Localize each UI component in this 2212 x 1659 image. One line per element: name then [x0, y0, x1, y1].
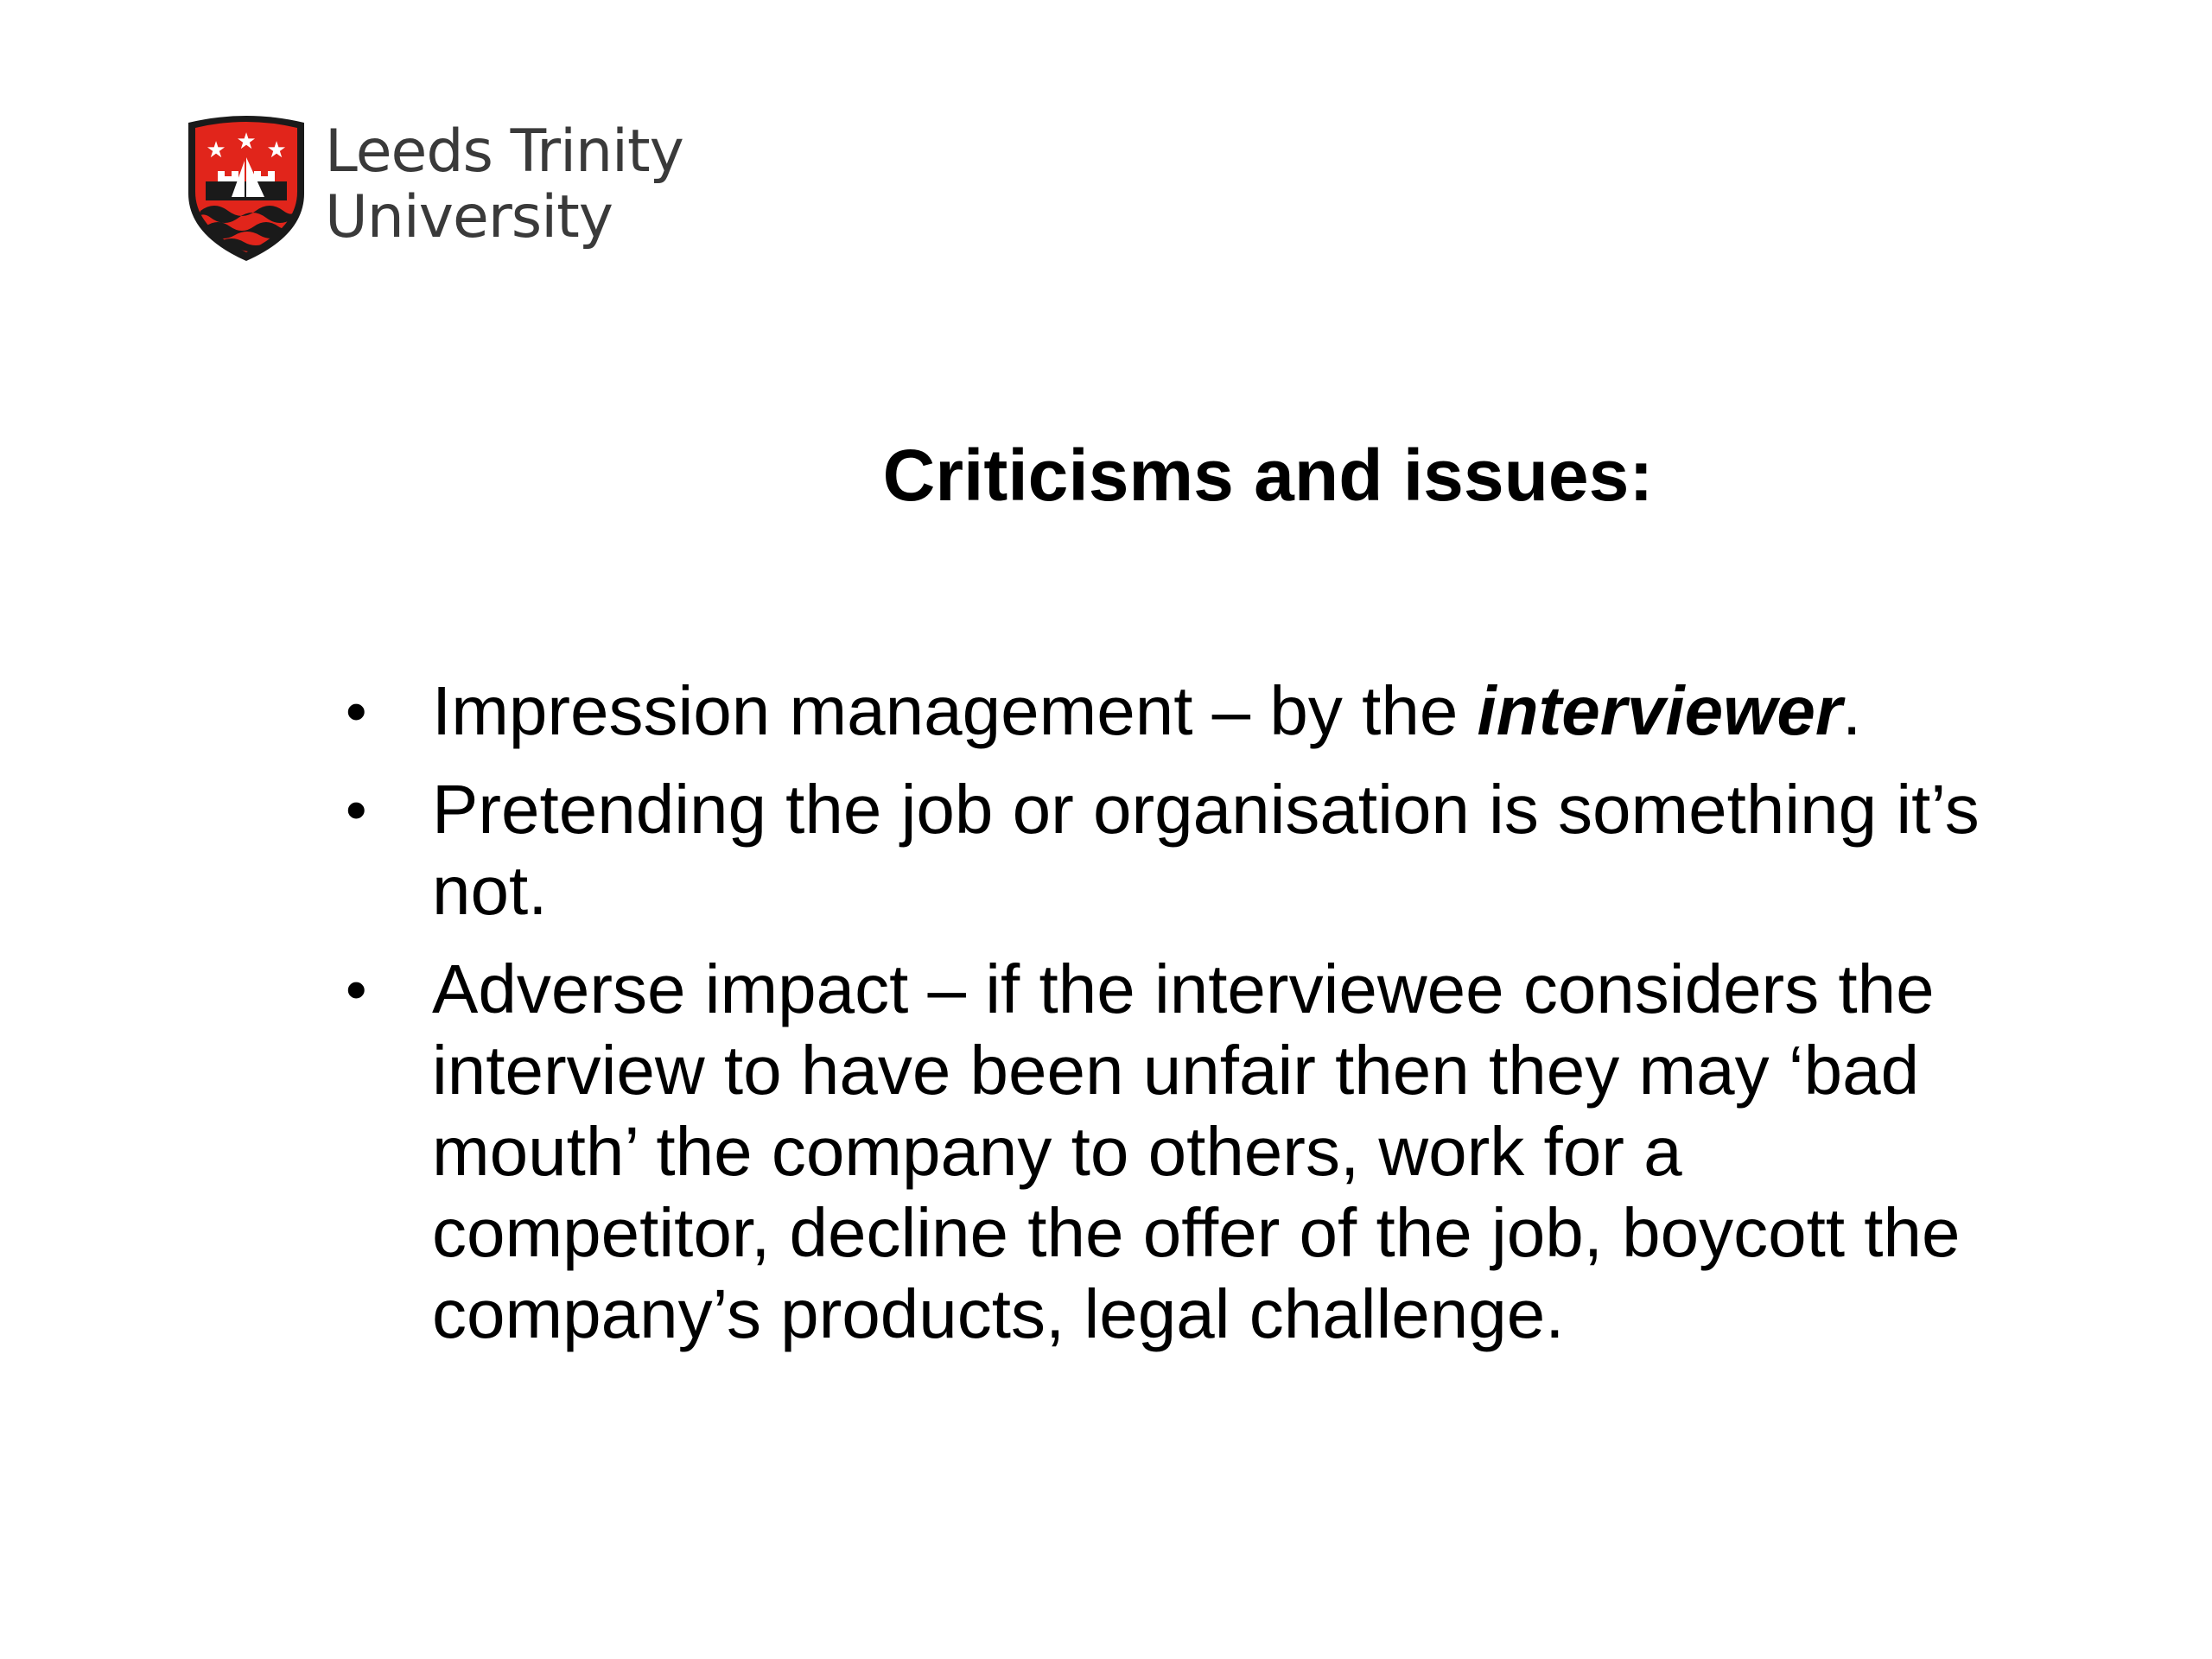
bullet-text-after: . — [1841, 672, 1862, 749]
shield-crest-icon — [183, 114, 309, 263]
bullet-dot-icon: • — [346, 677, 367, 745]
svg-text:★: ★ — [206, 137, 226, 163]
bullet-item-pretending — [346, 769, 2039, 931]
svg-text:★: ★ — [236, 129, 257, 155]
logo-line-2: University — [325, 183, 613, 251]
bullet-text-before: Impression management – by the — [432, 672, 1478, 749]
bullet-text — [432, 671, 2039, 752]
bullet-text: Adverse impact – if the interviewee considers the interview to have been unfair then they may ‘bad mouth’ the company to others, work for a competitor, decline the offer of the job, boycott the company’s products, legal challenge. — [432, 950, 1961, 1352]
bullet-list — [346, 671, 2039, 1372]
bullet-dot-icon: • — [346, 776, 367, 843]
logo-line-1: Leeds Trinity — [325, 118, 683, 186]
university-logo — [183, 114, 683, 270]
slide-title: Criticisms and issues: — [882, 435, 1654, 516]
logo-wordmark — [325, 119, 683, 251]
bullet-text: Pretending the job or organisation is something it’s not. — [432, 771, 1980, 929]
bullet-emphasis: interviewer — [1477, 672, 1842, 749]
bullet-item-adverse-impact — [346, 949, 2039, 1355]
bullet-dot-icon: • — [346, 956, 367, 1023]
bullet-item-impression-management — [346, 671, 2039, 752]
svg-text:★: ★ — [266, 137, 287, 163]
